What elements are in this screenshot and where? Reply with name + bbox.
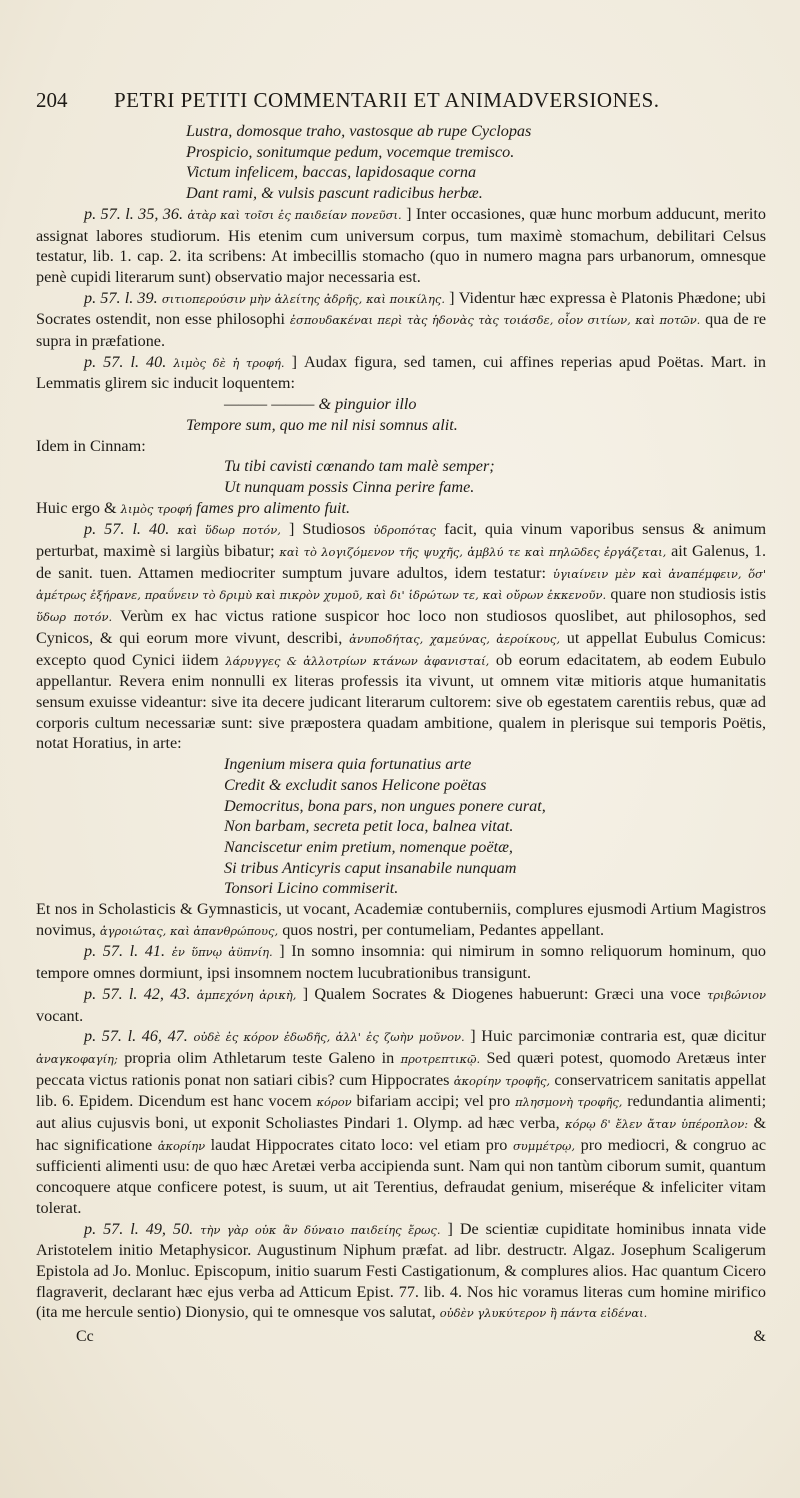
note-reference: p. 57. l. 39. (84, 288, 158, 307)
verse-block-cyclopes (36, 121, 766, 204)
verse-line: Credit & excludit sanos Helicone poëtas (224, 775, 487, 794)
greek-quote: καὶ τὸ λογιζόμενον τῆς ψυχῆς, ἀμβλύ τε καὶ πηλῶδες ἐργάζεται, (279, 545, 667, 560)
catchword: & (753, 1328, 766, 1346)
note-paragraph: p. 57. l. 40. καὶ ὕδωρ ποτόν, ] Studiosos ὑδροπότας facit, quia vinum vaporibus sensus & animum perturbat, maximè si largiùs bibatur; καὶ τὸ λογιζόμενον τῆς ψυχῆς, ἀμβλύ τε καὶ πηλῶδες ἐργάζεται, ait Galenus, 1. de sanit. tuen. Attamen mediocriter sumptum juvare adultos, idem testatur: ὑγιαίνειν μὲν καὶ ἀναπέμφειν, ὅσ' ἀμέτρως ἐξήρανε, πραΰνειν τὸ δριμὺ καὶ πικρὸν χυμοῦ, καὶ δι' ἱδρώτων τε, καὶ οὔρων ἐκκενοῦν. quare non studiosis istis ὕδωρ ποτόν. Verùm ex hac victus ratione suspicor hoc loco non studiosos quoslibet, aut philosophos, sed Cynicos, & qui eorum more vivunt, describi, ἀνυποδήτας, χαμεύνας, ἀεροίκους, ut appellat Eubulus Comicus: excepto quod Cynici iidem λάρυγγες & ἀλλοτρίων κτάνων ἀφανισταί, ob eorum edacitatem, ab eodem Eubulo appellantur. Revera enim nonnulli ex literas professis ita vivunt, ut omnem vitæ mitioris atque humanitatis sensum exuisse videantur: sive ita decere judicant literarum cultorem: sive ob egestatem carentiis rebus, quæ ad corporis cultum necessariæ sunt: sive præpostera quadam ambitione, qualem in plerisque sui temporis Poëtis, notat Horatius, in arte: (36, 520, 767, 753)
greek-word: ὑδροπότας (373, 523, 437, 538)
verse-line: Democritus, bona pars, non ungues ponere curat, (224, 796, 546, 815)
note-paragraph (36, 288, 766, 352)
note-text: ] Videntur hæc expressa è Platonis Phædone; ubi Socrates ostendit, non esse philosophi (36, 288, 767, 329)
note-paragraph (36, 941, 766, 983)
greek-lemma: ἀμπεχόνη ἀρικὴ, (196, 987, 297, 1002)
greek-lemma: ἐν ὕπνῳ ἀϋπνίη. (171, 945, 273, 960)
note-reference: p. 57. l. 40. (84, 520, 170, 539)
note-reference: p. 57. l. 41. (84, 942, 166, 961)
note-text: ] Inter occasiones, quæ hunc morbum adducunt, merito assignat labores studiorum. His etenim cum universum corpus, tum maximè stomachum, debilitari Celsus testatur, lib. 1. cap. 2. ita scribens: At imbecillis stomacho (quo in numero magna pars urbanorum, omnesque penè cupidi literarum sunt) observatio major necessaria est. (36, 204, 767, 286)
page-footer (36, 1324, 766, 1346)
greek-word: τριβώνιον (706, 987, 767, 1002)
note-paragraph (36, 352, 766, 394)
greek-quote: κόρῳ δ' ἔλεν ἄταν ὑπέροπλον: (565, 1117, 749, 1132)
page-header (36, 88, 766, 113)
note-text: qua de re supra in præfatione. (36, 310, 767, 351)
verse-line: Dant rami, & vulsis pascunt radicibus herbæ. (186, 184, 483, 203)
note-reference: p. 57. l. 35, 36. (84, 204, 184, 223)
note-paragraph: Et nos in Scholasticis & Gymnasticis, ut vocant, Academiæ contuberniis, complures ejusmodi Artium Magistros novimus, ἀγροιώτας, καὶ ἀπανθρώπους, quos nostri, per contumeliam, Pedantes appellant. (36, 900, 766, 939)
verse-line: Tempore sum, quo me nil nisi somnus alit. (186, 415, 458, 434)
greek-word: ἀκορίην (157, 1138, 206, 1153)
note-text: ] In somno insomnia: qui nimirum in somno reliquorum hominum, quo tempore omnes dormiunt, ipsi insomnem noctem lucubrationibus transigunt. (36, 942, 767, 983)
verse-line: Tonsori Licino commiserit. (224, 879, 399, 898)
idem-in-cinnam: Idem in Cinnam: (36, 436, 146, 455)
huic-ergo-line: Huic ergo & λιμὸς τροφή fames pro alimento fuit. (36, 498, 351, 517)
greek-lemma: σιτιοπερούσιν μὴν ἀλείτης ἀδρῆς, καὶ ποικίλης. (161, 291, 445, 306)
greek-word: ἀκορίην τροφῆς, (453, 1073, 551, 1088)
greek-quote: οὐδὲν γλυκύτερον ἢ πάντα εἰδέναι. (439, 1306, 648, 1321)
page-number: 204 (36, 88, 68, 112)
greek-quote: λάρυγγες & ἀλλοτρίων κτάνων ἀφανισταί, (225, 653, 490, 668)
note-paragraph (36, 204, 766, 288)
verse-line: Non barbam, secreta petit loca, balnea vitat. (224, 817, 514, 836)
verse-block-horace (36, 754, 766, 899)
verse-line: Victum infelicem, baccas, lapidosaque corna (186, 163, 477, 182)
note-paragraph: p. 57. l. 46, 47. οὐδὲ ἐς κόρον ἐδωδῆς, ἀλλ' ἐς ζωὴν μοῦνον. ] Huic parcimoniæ contraria est, quæ dicitur ἀναγκοφαγίη; propria olim Athletarum teste Galeno in προτρεπτικῷ. Sed quæri potest, quomodo Aretæus inter peccata victus rationis ponat non satiari cibis? cum Hippocrates ἀκορίην τροφῆς, conservatricem sanitatis appellat lib. 6. Epidem. Dicendum est hanc vocem κόρον bifariam accipi; vel pro πλησμονὴ τροφῆς, redundantia alimenti; aut alius cujusvis boni, ut exponit Scholiastes Pindari 1. Olymp. ad hæc verba, κόρῳ δ' ἔλεν ἄταν ὑπέροπλον: & hac significatione ἀκορίην laudat Hippocrates citato loco: vel etiam pro συμμέτρῳ, pro mediocri, & congruo ac sufficienti alimenti usu: de quo hæc Aretæi verba accipienda sunt. Nam qui non tantùm ciborum sumit, quantum concoquere atque conficere potest, is suum, ut ait Terentius, defraudat genium, miseréque & infeliciter vitam tolerat. (36, 1027, 767, 1217)
signature-mark: Cc (76, 1328, 94, 1346)
note-reference: p. 57. l. 42, 43. (84, 984, 191, 1003)
running-head: PETRI PETITI COMMENTARII ET ANIMADVERSIONES. (114, 88, 660, 112)
note-text: ] Audax figura, sed tamen, cui affines reperias apud Poëtas. Mart. in Lemmatis glirem sic inducit loquentem: (36, 352, 767, 393)
verse-line: Ingenium misera quia fortunatius arte (224, 755, 472, 774)
greek-lemma: καὶ ὕδωρ ποτόν, (177, 523, 281, 538)
greek-lemma: οὐδὲ ἐς κόρον ἐδωδῆς, ἀλλ' ἐς ζωὴν μοῦνον. (193, 1030, 465, 1045)
greek-lemma: ἀτὰρ καὶ τοῖσι ἐς παιδείαν πονεῦσι. (187, 207, 402, 222)
greek-word: πλησμονὴ τροφῆς, (515, 1095, 623, 1110)
greek-quote: ὑγιαίνειν μὲν καὶ ἀναπέμφειν, ὅσ' ἀμέτρως ἐξήρανε, πραΰνειν τὸ δριμὺ καὶ πικρὸν χυμοῦ, καὶ δι' ἱδρώτων τε, καὶ οὔρων ἐκκενοῦν. (36, 566, 767, 603)
greek-phrase: λιμὸς τροφή (120, 501, 192, 516)
greek-word: συμμέτρῳ, (512, 1138, 576, 1153)
greek-word: προτρεπτικῷ. (400, 1051, 481, 1066)
note-reference: p. 57. l. 49, 50. (84, 1219, 194, 1238)
note-paragraph: p. 57. l. 42, 43. ἀμπεχόνη ἀρικὴ, ] Qualem Socrates & Diogenes habuerunt: Græci una voce τριβώνιον vocant. (36, 984, 767, 1025)
note-reference: p. 57. l. 46, 47. (84, 1027, 188, 1046)
greek-word: κόρον (316, 1095, 352, 1110)
note-reference: p. 57. l. 40. (84, 352, 167, 371)
greek-lemma: τὴν γὰρ οὐκ ἂν δύναιο παιδείης ἔρως. (200, 1222, 441, 1237)
greek-quote: ἀγροιώτας, καὶ ἀπανθρώπους, (99, 923, 279, 938)
greek-lemma: λιμὸς δὲ ἡ τροφή. (173, 355, 285, 370)
greek-word: ὕδωρ ποτόν. (36, 610, 113, 625)
verse-line-dash: ——— ——— & pinguior illo (224, 395, 417, 414)
note-paragraph: p. 57. l. 49, 50. τὴν γὰρ οὐκ ἂν δύναιο παιδείης ἔρως. ] De scientiæ cupiditate hominibus innata vide Aristotelem initio Metaphysicor. Augustinum Niphum præfat. ad libr. destructr. Algaz. Josephum Scaligerum Epistola ad Jo. Monluc. Episcopum, initio suarum Festi Castigationum, & complures alios. Hac quantum Cicero flagraverit, declarant hæc ejus verba ad Atticum Epist. 77. lib. 4. Nos hic voramus literas cum homine mirifico (ita me hercule sentio) Dionysio, qui te omnesque vos salutat, οὐδὲν γλυκύτερον ἢ πάντα εἰδέναι. (36, 1219, 767, 1322)
verse-line: Lustra, domosque traho, vastosque ab rupe Cyclopas (186, 122, 532, 140)
verse-line: Prospicio, sonitumque pedum, vocemque tremisco. (186, 142, 515, 161)
verse-line: Nanciscetur enim pretium, nomenque poëtæ, (224, 837, 513, 856)
verse-line: Si tribus Anticyris caput insanabile nunquam (224, 858, 517, 877)
greek-quote: ἀνυποδήτας, χαμεύνας, ἀεροίκους, (349, 631, 560, 646)
greek-quote: ἐσπουδακέναι περὶ τὰς ἡδονὰς τὰς τοιάσδε, οἷον σιτίων, καὶ ποτῶν. (289, 313, 701, 328)
verse-line: Tu tibi cavisti cœnando tam malè semper; (224, 457, 495, 476)
verse-line: Ut nunquam possis Cinna perire fame. (224, 477, 475, 496)
greek-word: ἀναγκοφαγίη; (36, 1051, 118, 1066)
